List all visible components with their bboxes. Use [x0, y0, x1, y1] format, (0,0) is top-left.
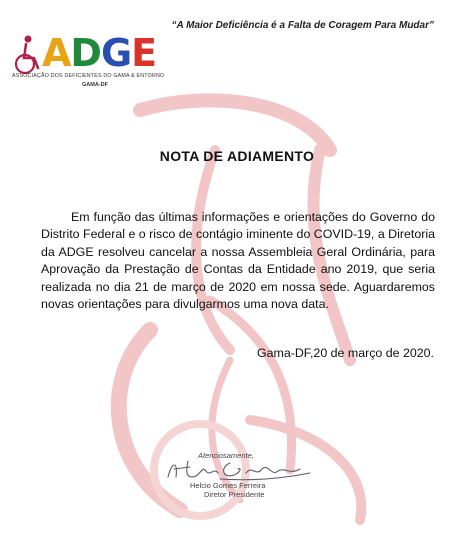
notice-body: Em função das últimas informações e orientações do Governo do Distrito Federal e o risco de contágio iminente do COVID-19, a Diretoria da ADGE resolveu cancelar a nossa Assembleia Geral Ordinária, para Aprovação da Prestação de Contas da Entidade ano 2019, que seria realizada no dia 21 de março de 2020 em nossa sede. Aguardaremos novas orientações para divulgarmos uma nova data. — [41, 210, 435, 312]
logo-wordmark — [42, 30, 156, 76]
handwritten-signature — [160, 457, 320, 483]
notice-heading: NOTA DE ADIAMENTO — [159, 148, 315, 164]
logo-tagline: ASSOCIAÇÃO DOS DEFICIENTES DO GAMA & ENTORNO — [12, 73, 165, 79]
closing-text: Atenciosamente, — [198, 451, 254, 460]
adge-logo — [12, 31, 182, 94]
logo-letter-a: A — [42, 31, 71, 75]
wheelchair-icon — [12, 34, 46, 78]
signature-block — [160, 445, 320, 505]
signer-name: Helcio Gomes Ferreira — [190, 481, 266, 490]
motto-quote: “A Maior Deficiência é a Falta de Coragem Para Mudar” — [171, 20, 434, 31]
dateline: Gama-DF,20 de março de 2020. — [256, 346, 434, 360]
logo-letter-g: G — [100, 31, 132, 75]
logo-letter-d: D — [70, 31, 101, 75]
logo-location: GAMA-DF — [82, 82, 108, 88]
logo-letter-e: E — [131, 31, 157, 75]
signer-title: Diretor Presidente — [204, 490, 265, 499]
